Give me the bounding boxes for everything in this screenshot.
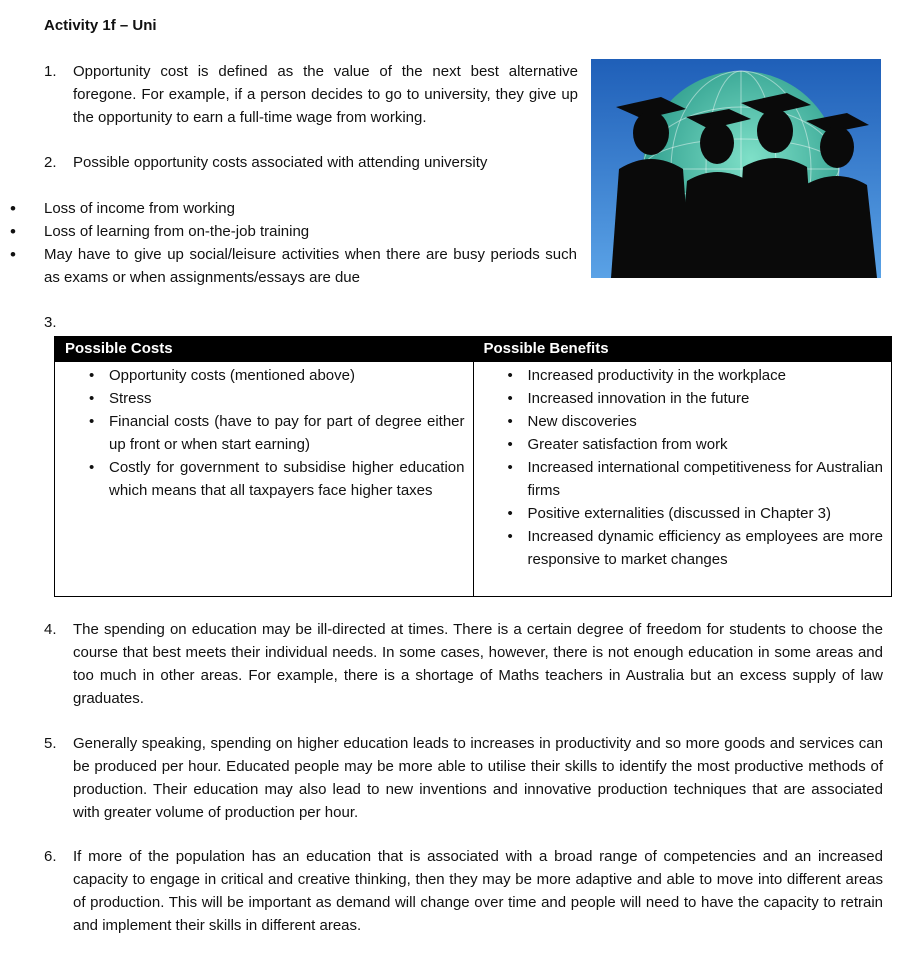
benefits-cell bbox=[473, 362, 892, 597]
list-item: • Opportunity costs (mentioned above) bbox=[65, 364, 465, 387]
question-text: Generally speaking, spending on higher education leads to increases in productivity and so more goods and services can be produced per hour. Educated people may be more able to utilise their skills to identify the most productive methods of production. Their education may also lead to new inventions and innovative production techniques that are associated with greater volume of production per hour. bbox=[73, 735, 883, 821]
question-text: If more of the population has an education that is associated with a broad range of competencies and an increased capacity to engage in critical and creative thinking, then they may be more adaptive and able to move into different areas of production. This will be important as demand will change over time and people will need to have the capacity to retrain and implement their skills in different areas. bbox=[73, 848, 883, 934]
list-item: • Greater satisfaction from work bbox=[484, 433, 884, 456]
list-item: • Financial costs (have to pay for part of degree either up front or when start earning) bbox=[65, 410, 465, 456]
question-5 bbox=[44, 732, 883, 824]
list-item: • Increased dynamic efficiency as employees are more responsive to market changes bbox=[484, 525, 884, 571]
question-text: Possible opportunity costs associated with attending university bbox=[73, 154, 488, 171]
question-2 bbox=[44, 151, 578, 174]
question-number: 6. bbox=[44, 848, 57, 865]
list-item: • Loss of income from working bbox=[10, 197, 577, 220]
costs-benefits-table bbox=[54, 336, 892, 597]
question-number: 2. bbox=[44, 154, 57, 171]
activity-title: Activity 1f – Uni bbox=[44, 17, 157, 34]
list-item: • New discoveries bbox=[484, 410, 884, 433]
list-item: • Stress bbox=[65, 387, 465, 410]
costs-cell bbox=[55, 362, 474, 597]
list-item: • Loss of learning from on-the-job training bbox=[10, 220, 577, 243]
costs-list bbox=[65, 364, 465, 502]
benefits-header: Possible Benefits bbox=[473, 337, 892, 362]
question-text: Opportunity cost is defined as the value of the next best alternative foregone. For example, if a person decides to go to university, they give up the opportunity to earn a full-time wage from working. bbox=[73, 63, 578, 126]
question-4 bbox=[44, 618, 883, 710]
list-item: • Costly for government to subsidise higher education which means that all taxpayers face higher taxes bbox=[65, 456, 465, 502]
question-1 bbox=[44, 60, 578, 129]
question-number: 1. bbox=[44, 63, 57, 80]
graduates-image bbox=[591, 59, 881, 278]
question-number: 3. bbox=[44, 314, 57, 331]
question-text: The spending on education may be ill-directed at times. There is a certain degree of freedom for students to choose the course that best meets their individual needs. In some cases, however, there is not enough education in some areas and too much in other areas. For example, there is a shortage of Maths teachers in Australia but an excess supply of law graduates. bbox=[73, 621, 883, 707]
question-6 bbox=[44, 845, 883, 937]
question-number: 4. bbox=[44, 621, 57, 638]
benefits-list bbox=[484, 364, 884, 571]
opportunity-cost-list bbox=[10, 197, 577, 289]
question-number: 5. bbox=[44, 735, 57, 752]
costs-header: Possible Costs bbox=[55, 337, 474, 362]
list-item: • Positive externalities (discussed in Chapter 3) bbox=[484, 502, 884, 525]
list-item: • May have to give up social/leisure activities when there are busy periods such as exams or when assignments/essays are due bbox=[10, 243, 577, 289]
list-item: • Increased international competitiveness for Australian firms bbox=[484, 456, 884, 502]
list-item: • Increased innovation in the future bbox=[484, 387, 884, 410]
list-item: • Increased productivity in the workplace bbox=[484, 364, 884, 387]
